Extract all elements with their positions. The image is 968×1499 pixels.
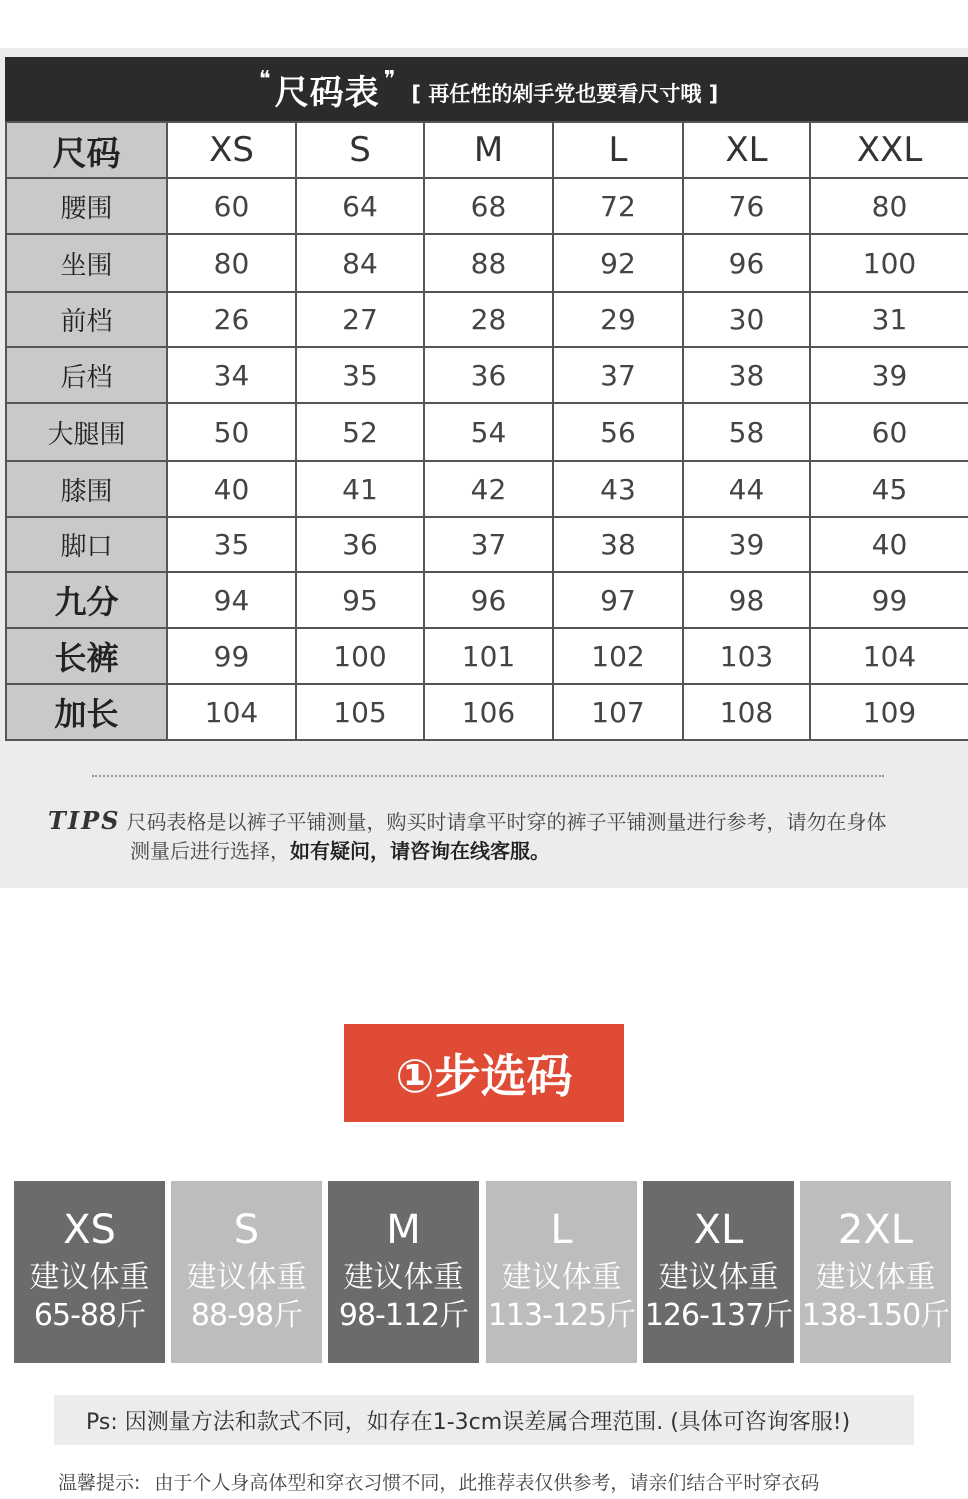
size-value-cell: 96 [683,234,810,292]
size-value-cell: 102 [553,628,683,684]
card-size: XL [693,1207,744,1253]
size-value-cell: 98 [683,572,810,628]
size-header-cell: M [424,122,553,178]
row-label: 后档 [6,347,167,403]
size-value-cell: 58 [683,403,810,461]
size-value-cell: 37 [424,517,553,572]
size-value-cell: 101 [424,628,553,684]
size-table-row [6,234,968,292]
size-table [5,121,968,741]
size-value-cell: 72 [553,178,683,234]
row-label: 九分 [6,572,167,628]
weight-card [14,1181,165,1363]
ps-note [54,1395,914,1445]
size-value-cell: 35 [296,347,424,403]
size-value-cell: 99 [167,628,296,684]
size-value-cell: 104 [167,684,296,740]
warm-tip-lead: 温馨提示: [58,1472,141,1494]
step-select-size-banner: ①步选码 [344,1024,624,1122]
card-size: S [233,1207,260,1253]
card-label: 建议体重 [815,1260,936,1295]
warm-tip-text: 由于个人身高体型和穿衣习惯不同，此推荐表仅供参考，请亲们结合平时穿衣码 [154,1472,820,1494]
size-value-cell: 43 [553,461,683,517]
size-value-cell: 39 [810,347,968,403]
size-value-cell: 92 [553,234,683,292]
size-header-row [6,122,968,178]
size-header-corner: 尺码 [6,122,167,178]
size-value-cell: 76 [683,178,810,234]
size-value-cell: 30 [683,292,810,347]
size-value-cell: 26 [167,292,296,347]
card-weight-range: 65-88斤 [33,1298,146,1333]
size-chart-subtitle: [ 再任性的剁手党也要看尺寸哦 ] [411,82,719,106]
card-size: L [550,1207,573,1253]
size-chart-title-bar [5,57,968,121]
size-table-row [6,292,968,347]
size-value-cell: 97 [553,572,683,628]
size-value-cell: 80 [167,234,296,292]
card-weight-range: 113-125斤 [487,1298,636,1333]
card-label: 建议体重 [186,1260,307,1295]
row-label: 脚口 [6,517,167,572]
row-label: 前档 [6,292,167,347]
size-value-cell: 104 [810,628,968,684]
size-value-cell: 29 [553,292,683,347]
ps-text: Ps: 因测量方法和款式不同，如存在1-3cm误差属合理范围. (具体可咨询客服!) [86,1409,851,1435]
size-table-row [6,572,968,628]
warm-tip [58,1468,819,1495]
size-value-cell: 96 [424,572,553,628]
size-value-cell: 40 [810,517,968,572]
size-value-cell: 84 [296,234,424,292]
size-value-cell: 60 [167,178,296,234]
size-value-cell: 39 [683,517,810,572]
size-value-cell: 99 [810,572,968,628]
size-value-cell: 36 [296,517,424,572]
size-value-cell: 106 [424,684,553,740]
size-table-row [6,403,968,461]
size-value-cell: 38 [683,347,810,403]
card-size: M [386,1207,421,1253]
size-value-cell: 42 [424,461,553,517]
size-value-cell: 27 [296,292,424,347]
size-value-cell: 80 [810,178,968,234]
sparkle-right-icon: ❞ [383,66,396,92]
size-value-cell: 88 [424,234,553,292]
card-label: 建议体重 [658,1260,779,1295]
row-label: 大腿围 [6,403,167,461]
card-label: 建议体重 [501,1260,622,1295]
weight-card [800,1181,951,1363]
weight-card [643,1181,794,1363]
size-value-cell: 35 [167,517,296,572]
size-value-cell: 50 [167,403,296,461]
tips-note [48,806,948,866]
size-header-cell: XXL [810,122,968,178]
size-value-cell: 41 [296,461,424,517]
size-value-cell: 44 [683,461,810,517]
size-table-row [6,178,968,234]
card-weight-range: 88-98斤 [190,1298,303,1333]
card-size: XS [63,1207,116,1253]
size-value-cell: 36 [424,347,553,403]
tips-line2-a: 测量后进行选择， [130,839,290,863]
size-value-cell: 40 [167,461,296,517]
size-value-cell: 100 [296,628,424,684]
size-value-cell: 52 [296,403,424,461]
card-weight-range: 126-137斤 [644,1298,793,1333]
size-value-cell: 105 [296,684,424,740]
size-table-row [6,684,968,740]
weight-recommendation-cards [14,1181,954,1363]
weight-card [328,1181,479,1363]
size-value-cell: 68 [424,178,553,234]
size-value-cell: 95 [296,572,424,628]
size-table-row [6,628,968,684]
tips-line2-b: 如有疑问，请咨询在线客服。 [290,839,550,863]
size-value-cell: 103 [683,628,810,684]
size-chart-title: 尺码表 [274,72,380,113]
size-value-cell: 108 [683,684,810,740]
size-value-cell: 45 [810,461,968,517]
card-weight-range: 138-150斤 [801,1298,950,1333]
size-value-cell: 38 [553,517,683,572]
size-value-cell: 56 [553,403,683,461]
card-label: 建议体重 [29,1260,150,1295]
size-table-row [6,517,968,572]
weight-card [486,1181,637,1363]
size-value-cell: 37 [553,347,683,403]
size-value-cell: 94 [167,572,296,628]
card-size: 2XL [837,1207,914,1253]
size-value-cell: 100 [810,234,968,292]
size-header-cell: XS [167,122,296,178]
dotted-divider [92,775,884,777]
size-value-cell: 109 [810,684,968,740]
size-value-cell: 28 [424,292,553,347]
size-header-cell: S [296,122,424,178]
row-label: 长裤 [6,628,167,684]
row-label: 膝围 [6,461,167,517]
card-label: 建议体重 [343,1260,464,1295]
size-value-cell: 54 [424,403,553,461]
weight-card [171,1181,322,1363]
size-value-cell: 64 [296,178,424,234]
size-table-row [6,347,968,403]
card-weight-range: 98-112斤 [338,1298,469,1333]
size-table-row [6,461,968,517]
size-value-cell: 31 [810,292,968,347]
size-header-cell: L [553,122,683,178]
size-value-cell: 60 [810,403,968,461]
row-label: 坐围 [6,234,167,292]
row-label: 腰围 [6,178,167,234]
size-header-cell: XL [683,122,810,178]
size-value-cell: 34 [167,347,296,403]
tips-line1: 尺码表格是以裤子平铺测量，购买时请拿平时穿的裤子平铺测量进行参考，请勿在身体 [126,810,887,834]
sparkle-left-icon: ❝ [258,66,271,92]
size-value-cell: 107 [553,684,683,740]
top-margin [0,0,968,48]
row-label: 加长 [6,684,167,740]
tips-tag: TIPS [48,806,121,835]
